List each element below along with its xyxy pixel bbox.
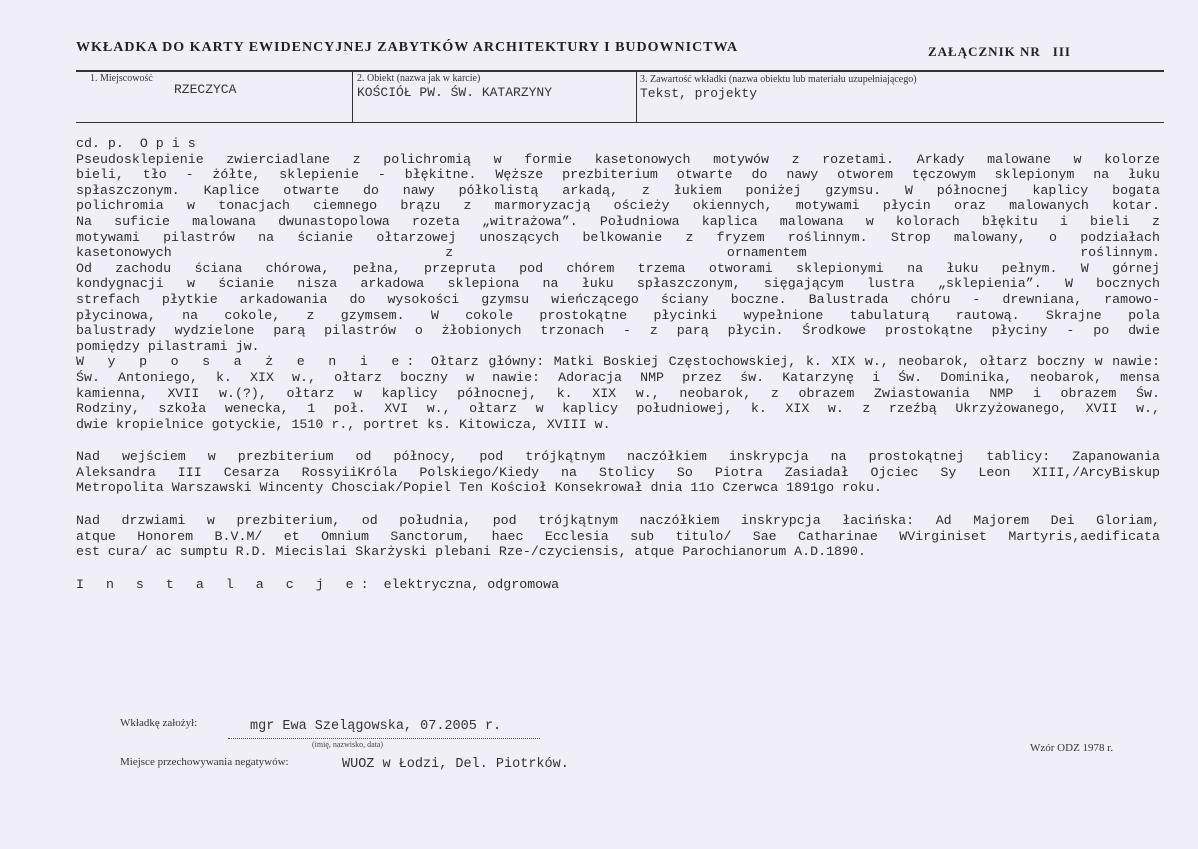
- text-line: płycinowa, na cokole, z gzymsem. W cokole prostokątne płycinki wypełnione tabulaturą rautową. Skrajne pola: [76, 307, 1160, 323]
- text-line: strefach płytkie arkadowania do wysokości gzymsu wieńczącego ściany boczne. Balustrada chóru - drewniana, ramowo-: [76, 291, 1160, 307]
- text-line: Rodziny, szkoła wenecka, 1 poł. XVI w., ołtarz w kaplicy południowej, k. XIX w. z rzeźbą Ukrzyżowanego, XVII w.,: [76, 401, 1160, 417]
- form-title: WKŁADKA DO KARTY EWIDENCYJNEJ ZABYTKÓW ARCHITEKTURY I BUDOWNICTWA: [76, 40, 739, 55]
- text-line: Aleksandra III Cesarza RossyiiKróla Polskiego/Kiedy na Stolicy So Piotra Zasiadał Ojciec Sy Leon XIII,/ArcyBiskup: [76, 464, 1160, 480]
- text-line: atque Honorem B.V.M/ et Omnium Sanctorum, haec Ecclesia sub titulo/ Sae Catharinae WVirginiset Martyris,aedificata: [76, 528, 1160, 544]
- text-line: Na suficie malowana dwunastopolowa rozeta „witrażowa”. Południowa kaplica malowana w kolorach błękitu i bieli z: [76, 213, 1160, 229]
- text-line: [76, 354, 1160, 370]
- column-divider: [352, 70, 353, 122]
- text-line: Św. Antoniego, k. XIX w., ołtarz boczny w nawie: Adoracja NMP przez św. Katarzynę i Św. Dominika, neobarok, mensa: [76, 369, 1160, 385]
- installations-value: elektryczna, odgromowa: [375, 576, 560, 592]
- installations-line: [76, 577, 1160, 593]
- annex-number: III: [1052, 44, 1071, 59]
- negatives-value: WUOZ w Łodzi, Del. Piotrków.: [342, 757, 569, 772]
- form-code: Wzór ODZ 1978 r.: [1030, 742, 1114, 754]
- field-label-locality: 1. Miejscowość: [90, 73, 153, 84]
- negatives-label: Miejsce przechowywania negatywów:: [120, 756, 289, 768]
- document-body: [76, 136, 1160, 592]
- field-value-object: KOŚCIÓŁ PW. ŚW. KATARZYNY: [357, 85, 553, 100]
- description-paragraph: [76, 152, 1160, 355]
- author-label: Wkładkę założył:: [120, 717, 198, 729]
- text-line: balustrady wydzielone parą pilastrów o żłobionych trzonach - z parą płycin. Środkowe prostokątne płyciny - po dwie: [76, 323, 1160, 339]
- text-line: polichromia w tonacjach ciemnego brązu z marmoryzacją ościeży okiennych, motywami płycin oraz malowanych kotar.: [76, 198, 1160, 214]
- text-line: bieli, tło - żółte, sklepienie - błękitne. Węższe prezbiterium otwarte do nawy otworem tęczowym sklepionym na łuku: [76, 167, 1160, 183]
- inscription-south-paragraph: [76, 513, 1160, 560]
- column-divider: [636, 70, 637, 122]
- text-line: dwie kropielnice gotyckie, 1510 r., portret ks. Kitowicza, XVIII w.: [76, 416, 611, 432]
- text-line: motywami pilastrów na ścianie ołtarzowej unoszących belkowanie z fryzem roślinnym. Strop malowany, o podziałach: [76, 229, 1160, 245]
- annex-label: [928, 44, 1071, 60]
- text-line: est cura/ ac sumptu R.D. Miecislai Skarżyski plebani Rze-/czyciensis, atque Parochianorum A.D.1890.: [76, 544, 866, 560]
- signature-dotted-line: [228, 738, 540, 739]
- text-line: kasetonowych z ornamentem roślinnym.: [76, 245, 1160, 261]
- equipment-paragraph: [76, 354, 1160, 432]
- field-value-contents: Tekst, projekty: [640, 86, 758, 101]
- author-value: mgr Ewa Szelągowska, 07.2005 r.: [250, 719, 502, 734]
- section-heading: cd. p. O p i s: [76, 136, 196, 151]
- installations-label: I n s t a l a c j e:: [76, 576, 376, 592]
- text-line: Od zachodu ściana chórowa, pełna, przepruta pod chórem trzema otworami sklepionymi na łuku pełnym. W górnej: [76, 260, 1160, 276]
- field-value-locality: RZECZYCA: [174, 82, 237, 97]
- text-line: Nad wejściem w prezbiterium od północy, pod trójkątnym naczółkiem inskrypcja na prostokątnej tablicy: Zapanowania: [76, 449, 1160, 465]
- text-line: pomiędzy pilastrami jw.: [76, 338, 260, 354]
- text-line: Pseudosklepienie zwierciadlane z polichromią w formie kasetonowych motywów z rozetami. Arkady malowane w kolorze: [76, 151, 1160, 167]
- text-line: kamienna, XVII w.(?), ołtarz w kaplicy północnej, k. XIX w., neobarok, z obrazem Zwiastowania NMP i obrazem Św.: [76, 385, 1160, 401]
- author-sublabel: (imię, nazwisko, data): [312, 740, 384, 749]
- inscription-north-paragraph: [76, 449, 1160, 496]
- equipment-label: W y p o s a ż e n i e:: [76, 354, 422, 370]
- table-top-rule: [76, 70, 1164, 72]
- annex-label-text: ZAŁĄCZNIK NR: [928, 44, 1041, 59]
- table-bottom-rule: [76, 122, 1164, 123]
- text-line: spłaszczonym. Kaplice otwarte do nawy półkolistą arkadą, z łukiem poniżej gzymsu. W północnej kaplicy bogata: [76, 182, 1160, 198]
- text-line: Nad drzwiami w prezbiterium, od południa, pod trójkątnym naczółkiem inskrypcja łacińska: Ad Majorem Dei Gloriam,: [76, 513, 1160, 529]
- text-line: kondygnacji w ścianie nisza arkadowa sklepiona na łuku spłaszczonym, sięgającym lustra „sklepienia”. W bocznych: [76, 276, 1160, 292]
- field-label-contents: 3. Zawartość wkładki (nazwa obiektu lub materiału uzupełniającego): [640, 74, 917, 85]
- text-line: Metropolita Warszawski Wincenty Chosciak/Popiel Ten Kościoł Konsekrował dnia 11o Czerwca 1891go roku.: [76, 480, 882, 496]
- field-label-object: 2. Obiekt (nazwa jak w karcie): [357, 73, 481, 84]
- equipment-text: Ołtarz główny: Matki Boskiej Częstochowskiej, k. XIX w., neobarok, ołtarz boczny w nawie:: [421, 354, 1160, 370]
